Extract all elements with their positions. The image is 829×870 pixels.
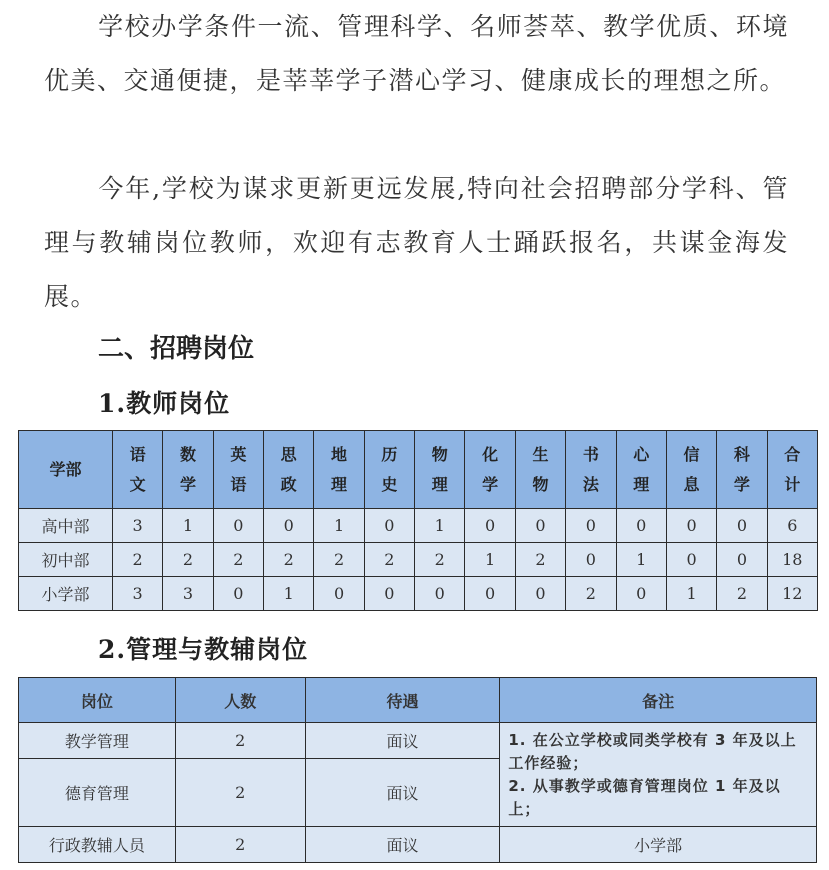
subject-header: 信 息 <box>666 431 716 509</box>
count-cell: 2 <box>717 577 767 611</box>
subject-header: 数 学 <box>163 431 213 509</box>
count-cell: 3 <box>163 577 213 611</box>
dept-cell: 高中部 <box>19 509 113 543</box>
count-cell: 0 <box>566 509 616 543</box>
count-cell: 1 <box>616 543 666 577</box>
subject-header: 生 物 <box>515 431 565 509</box>
subject-header: 思 政 <box>264 431 314 509</box>
count-cell: 3 <box>112 577 162 611</box>
total-cell: 18 <box>767 543 817 577</box>
count-cell: 1 <box>264 577 314 611</box>
count-cell: 0 <box>465 577 515 611</box>
count-cell: 2 <box>175 759 305 827</box>
count-cell: 0 <box>515 509 565 543</box>
count-cell: 2 <box>364 543 414 577</box>
count-cell: 0 <box>465 509 515 543</box>
subject-header: 心 理 <box>616 431 666 509</box>
teacher-table-header <box>19 431 818 509</box>
table-row-teaching-mgmt <box>19 723 817 759</box>
subject-header: 地 理 <box>314 431 364 509</box>
count-cell: 3 <box>112 509 162 543</box>
count-cell: 0 <box>314 577 364 611</box>
corner-cell: 学部 <box>19 431 113 509</box>
section-title: 二、招聘岗位 <box>98 334 255 364</box>
count-cell: 0 <box>213 509 263 543</box>
header-note: 备注 <box>500 678 817 723</box>
count-cell: 2 <box>112 543 162 577</box>
count-cell: 0 <box>364 577 414 611</box>
intro-paragraph-2: 今年,学校为谋求更新更远发展,特向社会招聘部分学科、管理与教辅岗位教师，欢迎有志教育人士踊跃报名，共谋金海发展。 <box>44 174 789 311</box>
count-cell: 2 <box>515 543 565 577</box>
mgmt-heading: 2.管理与教辅岗位 <box>98 635 309 664</box>
count-cell: 0 <box>415 577 465 611</box>
pay-cell: 面议 <box>305 827 500 863</box>
mgmt-table-header <box>19 678 817 723</box>
dept-cell: 初中部 <box>19 543 113 577</box>
total-cell: 6 <box>767 509 817 543</box>
count-cell: 0 <box>264 509 314 543</box>
count-cell: 1 <box>666 577 716 611</box>
count-cell: 2 <box>175 827 305 863</box>
count-cell: 0 <box>566 543 616 577</box>
post-cell: 教学管理 <box>19 723 176 759</box>
table-row-admin-staff <box>19 827 817 863</box>
total-cell: 12 <box>767 577 817 611</box>
management-positions-table <box>18 677 817 863</box>
count-cell: 0 <box>666 509 716 543</box>
subject-header: 物 理 <box>415 431 465 509</box>
subject-header: 书 法 <box>566 431 616 509</box>
subject-header: 科 学 <box>717 431 767 509</box>
table-row-middle-school <box>19 543 818 577</box>
teacher-positions-table <box>18 430 818 611</box>
intro-paragraph-1: 学校办学条件一流、管理科学、名师荟萃、教学优质、环境优美、交通便捷，是莘莘学子潜心学习、健康成长的理想之所。 <box>44 12 789 95</box>
pay-cell: 面议 <box>305 723 500 759</box>
count-cell: 0 <box>717 509 767 543</box>
header-pay: 待遇 <box>305 678 500 723</box>
shared-note-cell <box>500 723 817 827</box>
post-cell: 行政教辅人员 <box>19 827 176 863</box>
count-cell: 2 <box>264 543 314 577</box>
count-cell: 2 <box>175 723 305 759</box>
teacher-heading: 1.教师岗位 <box>98 389 231 418</box>
post-cell: 德育管理 <box>19 759 176 827</box>
note-cell: 小学部 <box>500 827 817 863</box>
count-cell: 0 <box>616 509 666 543</box>
subject-header: 历 史 <box>364 431 414 509</box>
count-cell: 2 <box>213 543 263 577</box>
total-header: 合 计 <box>767 431 817 509</box>
subject-header: 语 文 <box>112 431 162 509</box>
header-count: 人数 <box>175 678 305 723</box>
header-post: 岗位 <box>19 678 176 723</box>
count-cell: 1 <box>465 543 515 577</box>
note-line-1: 1. 在公立学校或同类学校有 3 年及以上工作经验； <box>508 730 797 772</box>
count-cell: 0 <box>666 543 716 577</box>
subject-header: 化 学 <box>465 431 515 509</box>
count-cell: 2 <box>566 577 616 611</box>
dept-cell: 小学部 <box>19 577 113 611</box>
count-cell: 1 <box>415 509 465 543</box>
count-cell: 0 <box>515 577 565 611</box>
count-cell: 2 <box>415 543 465 577</box>
note-line-2: 2. 从事教学或德育管理岗位 1 年及以上； <box>508 776 781 818</box>
count-cell: 2 <box>314 543 364 577</box>
count-cell: 2 <box>163 543 213 577</box>
table-row-primary-school <box>19 577 818 611</box>
count-cell: 1 <box>163 509 213 543</box>
table-row-high-school <box>19 509 818 543</box>
pay-cell: 面议 <box>305 759 500 827</box>
count-cell: 1 <box>314 509 364 543</box>
count-cell: 0 <box>717 543 767 577</box>
subject-header: 英 语 <box>213 431 263 509</box>
count-cell: 0 <box>364 509 414 543</box>
count-cell: 0 <box>213 577 263 611</box>
count-cell: 0 <box>616 577 666 611</box>
